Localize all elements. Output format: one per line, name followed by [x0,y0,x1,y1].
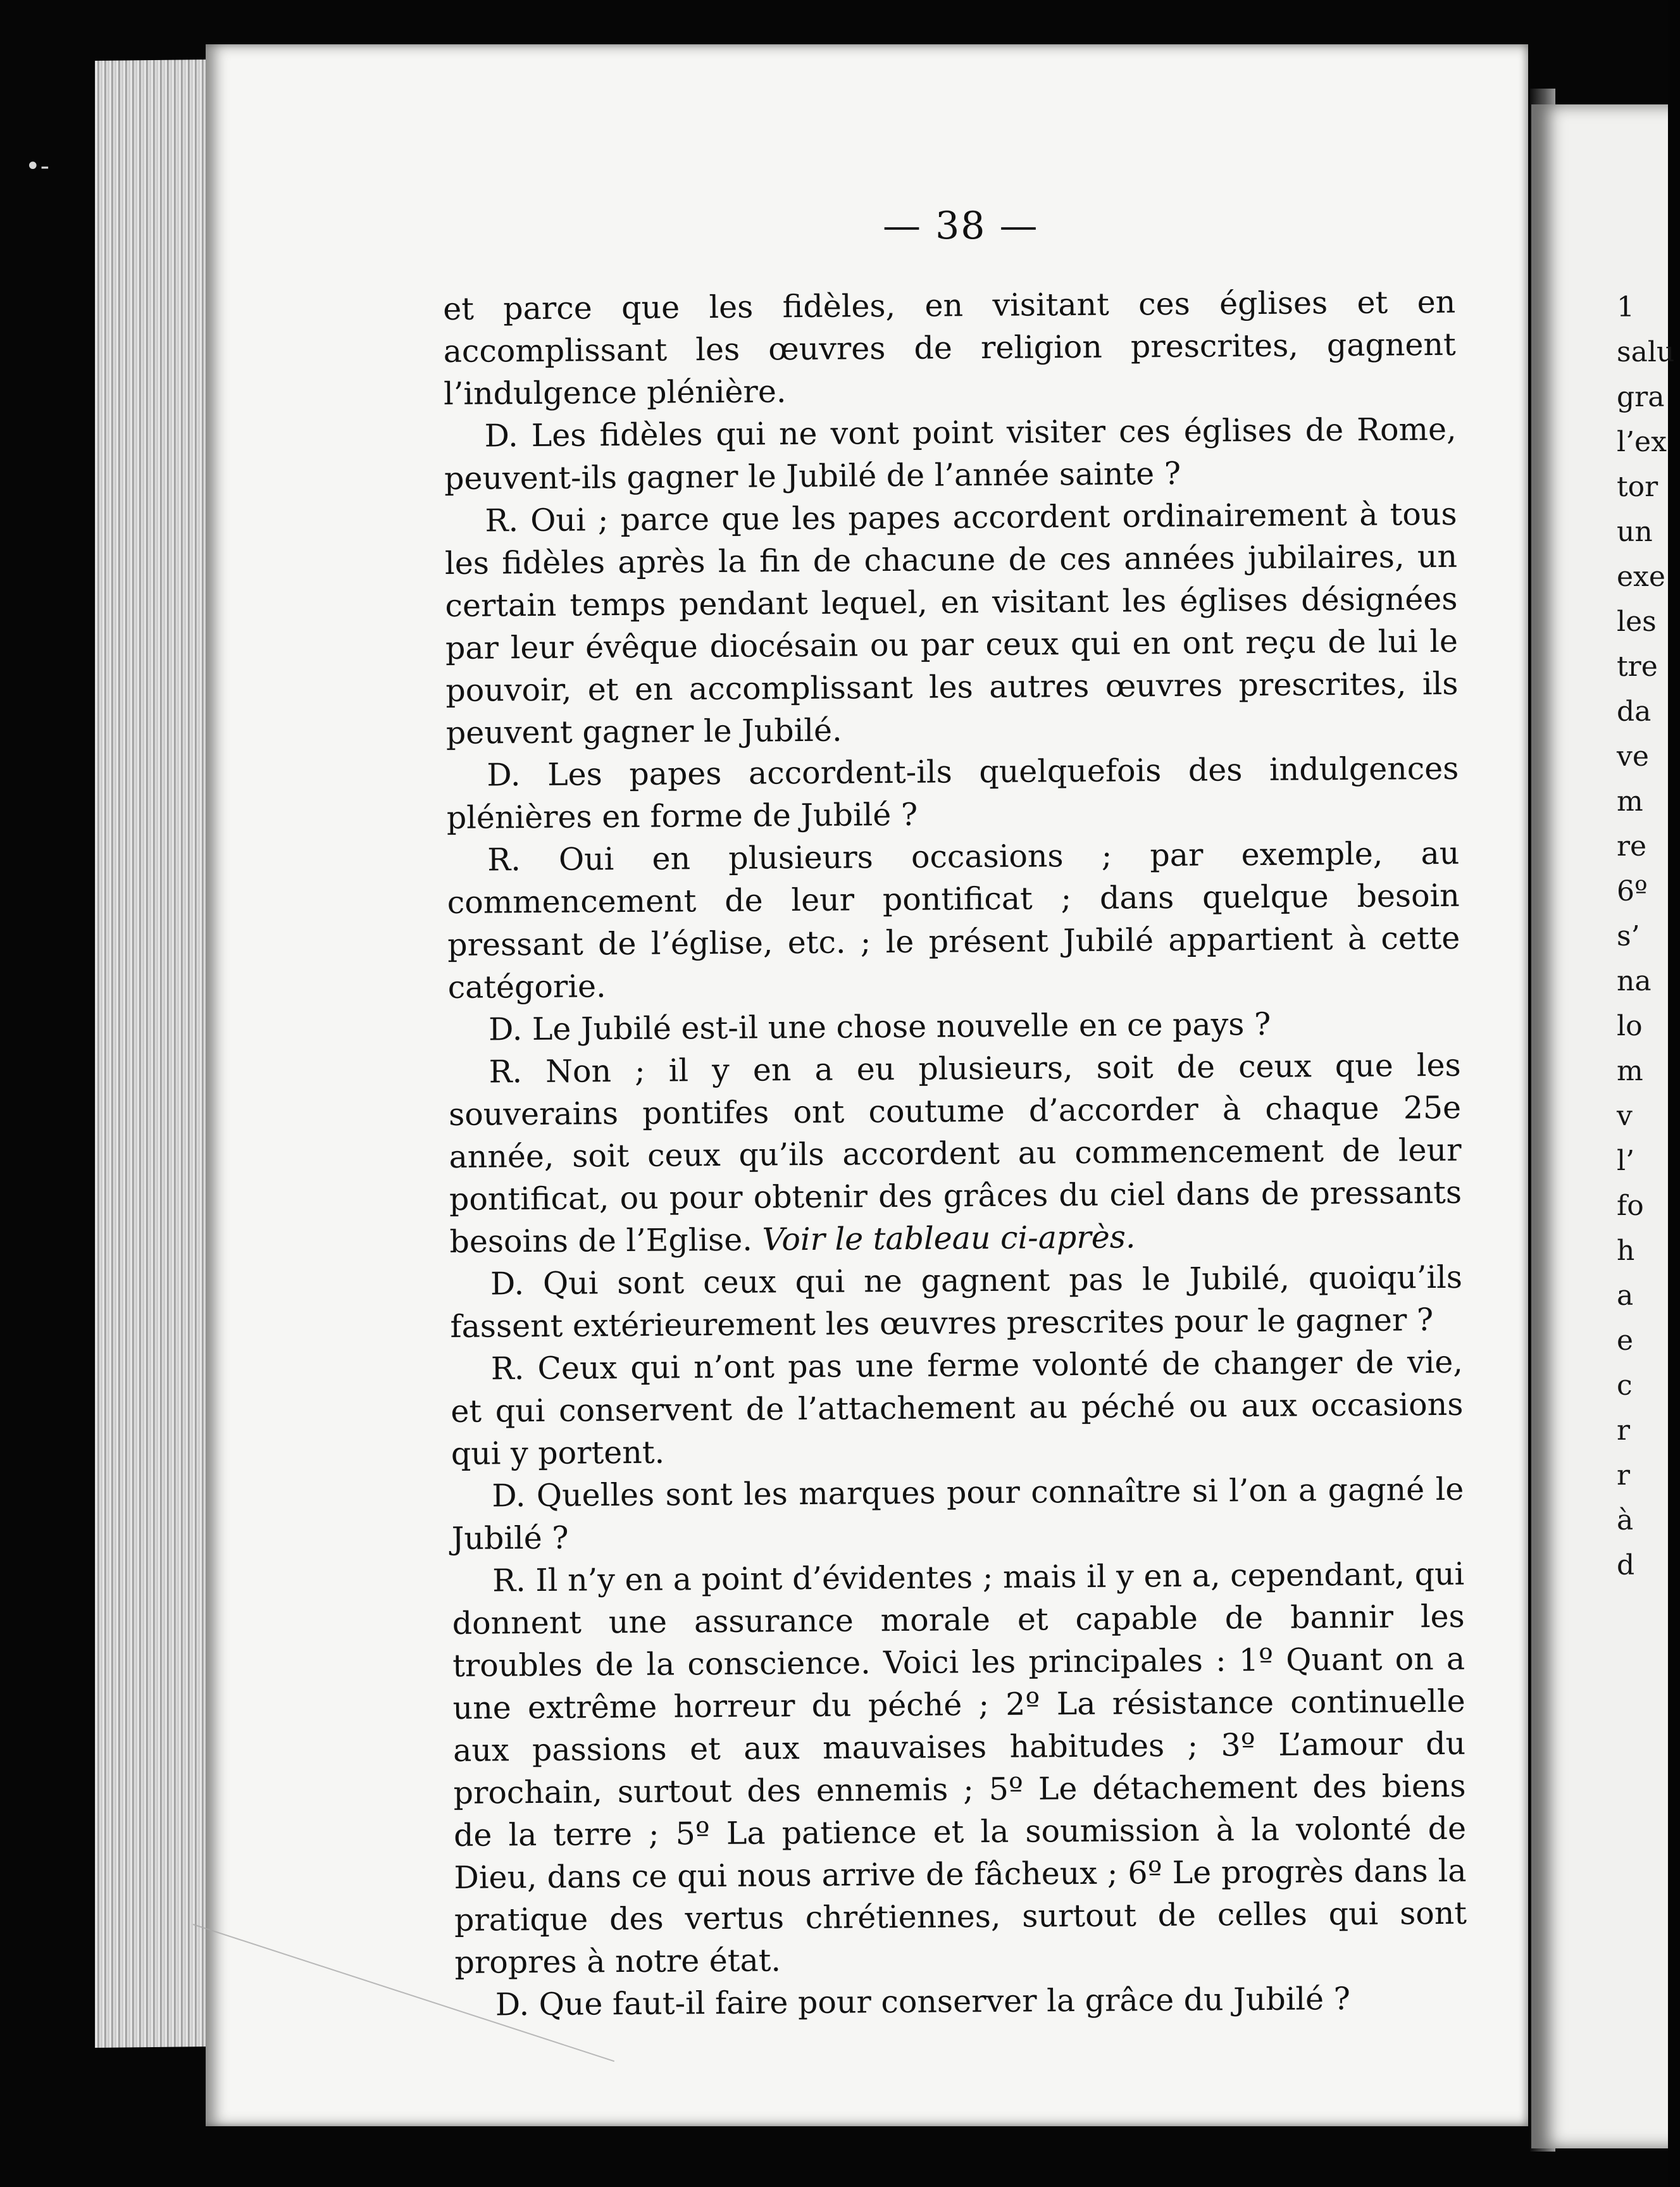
paragraph [447,832,1460,1009]
facing-page-text [1617,285,1680,1588]
facing-line-fragment: fo [1617,1190,1644,1222]
facing-line-fragment: l’ex [1617,426,1667,458]
paragraph [451,1468,1464,1560]
paragraph-text: R. Oui ; parce que les papes accordent ordinairement à tous les fidèles après la fin de chacune de ces années jubilaires, un certain temps pendant lequel, en visitant les églises désignées par leur évêque diocésain ou par ceux qui en ont reçu de lui le pouvoir, et en accomplissant les autres œuvres prescrites, ils peuvent gagner le Jubilé. [444,495,1459,751]
facing-line-fragment: les [1617,606,1657,638]
paragraph [444,493,1459,754]
paragraph [451,1341,1464,1475]
facing-line-fragment: exe [1617,561,1665,593]
facing-line-fragment: un [1617,516,1653,548]
facing-line-fragment: e [1617,1324,1634,1357]
paragraph-text: D. Les papes accordent-ils quelquefois des indulgences plénières en forme de Jubilé ? [446,750,1459,836]
paragraph [450,1256,1463,1348]
facing-line-fragment: tor [1617,471,1658,503]
paragraph-text: D. Quelles sont les marques pour connaître si l’on a gagné le Jubilé ? [451,1471,1464,1557]
facing-line-fragment: ve [1617,740,1649,773]
facing-line-fragment: 6º [1617,875,1648,907]
paragraph-text: R. Non ; il y en a eu plusieurs, soit de ceux que les souverains pontifes ont coutume d’accorder à chaque 25e année, soit ceux qu’ils accordent au commencement de leur pontificat, ou pour obtenir des grâces du ciel dans de pressants besoins de l’Eglise. [448,1047,1462,1260]
facing-line-fragment: r [1617,1414,1631,1447]
facing-line-fragment: m [1617,785,1643,818]
paragraph [443,281,1456,415]
paragraph [444,408,1457,500]
facing-line-fragment: m [1617,1055,1643,1087]
facing-line-fragment: re [1617,830,1647,863]
facing-line-fragment: tre [1617,651,1658,683]
paragraph-text: R. Ceux qui n’ont pas une ferme volonté de changer de vie, et qui conservent de l’attachement au péché ou aux occasions qui y portent. [451,1343,1464,1472]
page-stack-edge [95,59,209,2048]
paragraph-text: R. Il n’y en a point d’évidentes ; mais il y en a, cependant, qui donnent une assurance morale et capable de bannir les troubles de la conscience. Voici les principales : 1º Quant on a une extrême horreur du péché ; 2º La résistance continuelle aux passions et aux mauvaises habitudes ; 3º L’amour du prochain, surtout des ennemis ; 5º Le détachement des biens de la terre ; 5º La patience et la soumission à la volonté de Dieu, dans ce qui nous arrive de fâcheux ; 6º Le progrès dans la pratique des vertus chrétiennes, surtout de celles qui sont propres à notre état. [452,1555,1467,1981]
paragraph-text: D. Les fidèles qui ne vont point visiter ces églises de Rome, peuvent-ils gagner le Jubilé de l’année sainte ? [444,411,1457,497]
paragraph-text: R. Oui en plusieurs occasions ; par exemple, au commencement de leur pontificat ; dans quelque besoin pressant de l’église, etc. ; le présent Jubilé appartient à cette catégorie. [447,835,1460,1006]
paragraph [455,1977,1467,2026]
facing-line-fragment: salu [1617,336,1675,368]
paragraph-text: D. Le Jubilé est-il une chose nouvelle en ce pays ? [488,1006,1271,1048]
facing-line-fragment: c [1617,1369,1633,1402]
facing-line-fragment: na [1617,965,1652,997]
paragraph-text: D. Que faut-il faire pour conserver la grâce du Jubilé ? [495,1981,1351,2023]
facing-line-fragment: à [1617,1504,1634,1536]
paragraph [448,1002,1460,1051]
page-body-text [443,281,1467,2026]
page-number: — 38 — [883,204,1039,248]
paragraph [446,747,1459,839]
paragraph-text: et parce que les fidèles, en visitant ces églises et en accomplissant les œuvres de religion prescrites, gagnent l’indulgence plénière. [443,284,1456,412]
facing-line-fragment: v [1617,1100,1633,1132]
paragraph-text: D. Qui sont ceux qui ne gagnent pas le Jubilé, quoiqu’ils fassent extérieurement les œuvres prescrites pour le gagner ? [450,1259,1463,1345]
paragraph [452,1553,1467,1984]
facing-line-fragment: 1 [1617,291,1634,323]
facing-line-fragment: a [1617,1280,1634,1312]
facing-line-fragment: s’ [1617,920,1640,952]
facing-line-fragment: lo [1617,1010,1643,1042]
facing-line-fragment: d [1617,1549,1635,1581]
facing-line-fragment: r [1617,1459,1631,1492]
paragraph [448,1044,1462,1263]
margin-mark: •- [25,152,50,181]
italic-reference: Voir le tableau ci-après. [762,1219,1136,1258]
facing-line-fragment: gra [1617,381,1665,413]
facing-line-fragment: h [1617,1235,1635,1267]
facing-line-fragment: l’ [1617,1145,1635,1177]
facing-line-fragment: da [1617,695,1652,728]
